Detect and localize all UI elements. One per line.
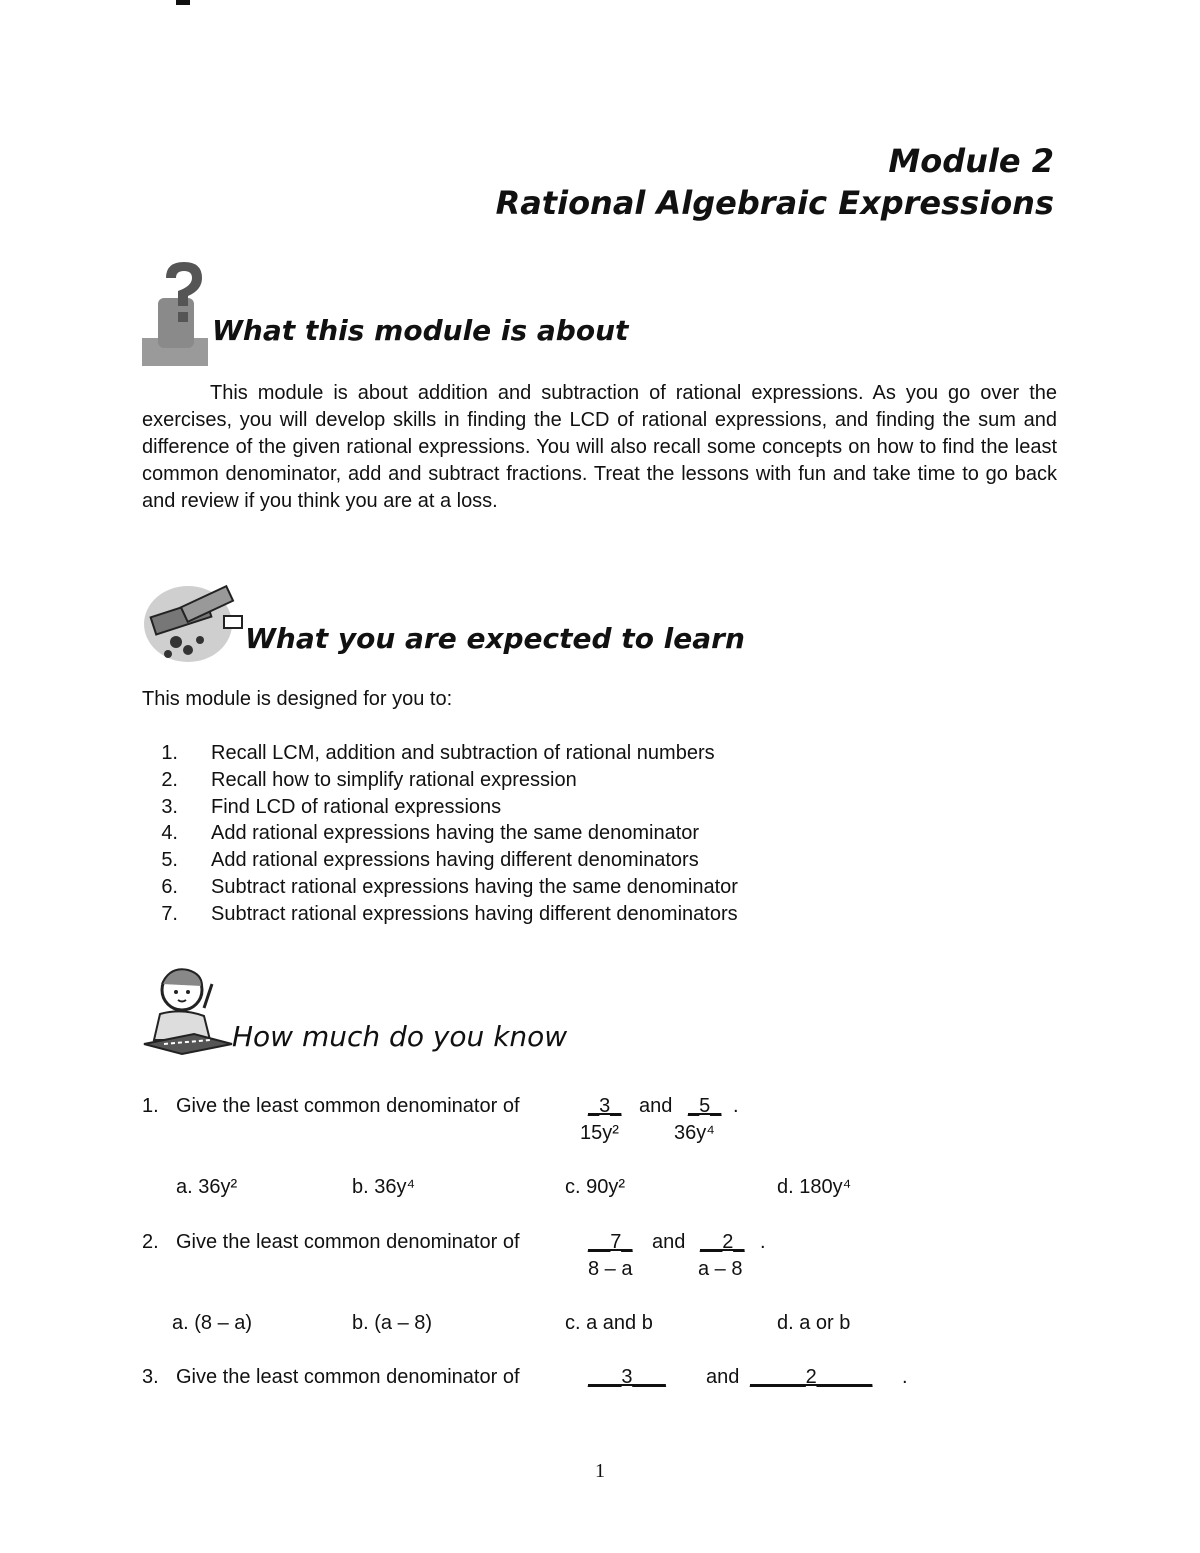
module-title: Rational Algebraic Expressions xyxy=(495,184,1054,222)
question-figure-icon xyxy=(140,258,218,370)
list-item: 3. Find LCD of rational expressions xyxy=(161,795,502,818)
q2-and: and xyxy=(652,1231,686,1253)
q1-choice-d[interactable]: d. 180y⁴ xyxy=(777,1176,852,1198)
q2-prompt: Give the least common denominator of xyxy=(176,1231,520,1253)
q1-numerator-1: _3_ xyxy=(588,1095,622,1117)
q1-denominator-2: 36y⁴ xyxy=(674,1122,715,1144)
learn-heading: What you are expected to learn xyxy=(245,622,745,655)
q2-choice-d[interactable]: d. a or b xyxy=(777,1312,851,1334)
list-item: 7. Subtract rational expressions having different denominators xyxy=(161,902,738,925)
q1-numerator-2: _5_ xyxy=(688,1095,722,1117)
q1-choice-b[interactable]: b. 36y⁴ xyxy=(352,1176,416,1198)
q3-prompt: Give the least common denominator of xyxy=(176,1366,520,1388)
q2-denominator-1: 8 – a xyxy=(588,1258,633,1280)
q2-period: . xyxy=(760,1231,766,1253)
q2-choice-b[interactable]: b. (a – 8) xyxy=(352,1312,433,1334)
q3-numerator-1: ___3___ xyxy=(588,1366,666,1388)
page-number: 1 xyxy=(595,1460,605,1482)
q1-number: 1. xyxy=(142,1095,159,1117)
learn-intro: This module is designed for you to: xyxy=(142,688,453,710)
q2-number: 2. xyxy=(142,1231,159,1253)
q1-denominator-1: 15y² xyxy=(580,1122,619,1144)
about-heading: What this module is about xyxy=(212,314,629,347)
q2-choice-c[interactable]: c. a and b xyxy=(565,1312,653,1334)
list-item: 2. Recall how to simplify rational expression xyxy=(161,768,577,791)
objectives-list xyxy=(142,740,738,928)
top-mark xyxy=(176,0,190,5)
q1-choice-a[interactable]: a. 36y² xyxy=(176,1176,238,1198)
q2-choice-a[interactable]: a. (8 – a) xyxy=(172,1312,253,1334)
about-paragraph: This module is about addition and subtraction of rational expressions. As you go over the exercises, you will develop skills in finding the LCD of rational expressions, and finding the sum and difference of the given rational expressions. You will also recall some concepts on how to find the least common denominator, add and subtract fractions. Treat the lessons with fun and take time to go back and review if you think you are at a loss. xyxy=(142,382,1057,512)
list-item: 1. Recall LCM, addition and subtraction of rational numbers xyxy=(161,742,715,764)
list-item: 6. Subtract rational expressions having the same denominator xyxy=(161,875,738,898)
list-item: 4. Add rational expressions having the same denominator xyxy=(161,822,700,845)
thinking-student-icon xyxy=(140,964,236,1056)
q3-numerator-2: _____2_____ xyxy=(750,1366,873,1388)
q1-and: and xyxy=(639,1095,673,1117)
q2-numerator-1: __7_ xyxy=(588,1231,633,1253)
module-label: Module 2 xyxy=(888,142,1054,180)
q2-denominator-2: a – 8 xyxy=(698,1258,743,1280)
q1-prompt: Give the least common denominator of xyxy=(176,1095,520,1117)
q3-period: . xyxy=(902,1366,908,1388)
q2-numerator-2: __2_ xyxy=(700,1231,745,1253)
q3-and: and xyxy=(706,1366,740,1388)
know-heading: How much do you know xyxy=(232,1020,568,1053)
list-item: 5. Add rational expressions having different denominators xyxy=(161,849,699,872)
q1-choice-c[interactable]: c. 90y² xyxy=(565,1176,626,1198)
books-apple-icon xyxy=(138,576,250,668)
q1-period: . xyxy=(733,1095,739,1117)
q3-number: 3. xyxy=(142,1366,159,1388)
